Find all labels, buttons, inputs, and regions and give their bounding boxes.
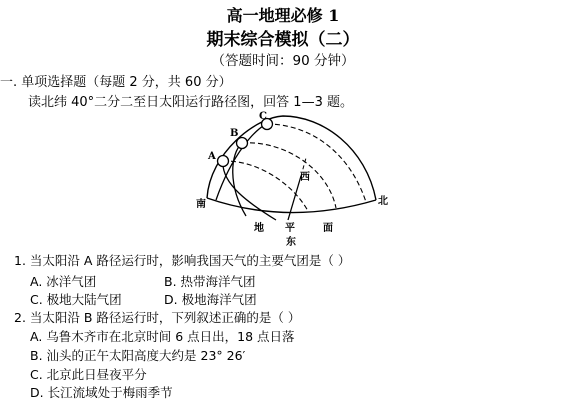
label-north: 北 <box>378 196 388 207</box>
question-1-option-c[interactable]: C. 极地大陆气团 <box>30 292 122 307</box>
sun-path-c-back <box>267 124 366 202</box>
label-b: B <box>230 128 239 139</box>
label-ground-2: 平 <box>285 223 295 234</box>
section-heading: 一. 单项选择题（每题 2 分，共 60 分） <box>0 75 232 90</box>
sun-path-a-back <box>223 161 308 211</box>
question-2-option-d[interactable]: D. 长江流域处于梅雨季节 <box>30 385 173 400</box>
question-2-option-a[interactable]: A. 乌鲁木齐市在北京时间 6 点日出，18 点日落 <box>30 329 295 344</box>
exam-subtitle: 期末综合模拟（二） <box>206 30 360 50</box>
label-ground-1: 地 <box>254 223 264 234</box>
question-1-stem: 1. 当太阳沿 A 路径运行时，影响我国天气的主要气团是（ ） <box>14 253 351 268</box>
label-south: 南 <box>196 199 206 210</box>
question-2-option-b[interactable]: B. 汕头的正午太阳高度大约是 23° 26′ <box>30 348 246 363</box>
question-1-option-d[interactable]: D. 极地海洋气团 <box>164 292 257 307</box>
label-east: 东 <box>286 237 296 248</box>
sun-path-b <box>233 143 246 216</box>
sun-marker-a <box>218 156 229 167</box>
label-ground-3: 面 <box>323 223 333 234</box>
exam-title: 高一地理必修 1 <box>226 6 340 25</box>
label-c: C <box>259 111 267 122</box>
question-intro: 读北纬 40°二分二至日太阳运行路径图，回答 1—3 题。 <box>28 95 353 110</box>
sun-path-diagram <box>188 108 408 248</box>
question-1-option-b[interactable]: B. 热带海洋气团 <box>164 274 256 289</box>
question-1-option-a[interactable]: A. 冰洋气团 <box>30 274 97 289</box>
sun-marker-b <box>237 138 248 149</box>
sun-path-b-back <box>242 143 336 208</box>
label-a: A <box>208 151 216 162</box>
question-2-option-c[interactable]: C. 北京此日昼夜平分 <box>30 367 147 382</box>
label-west: 西 <box>300 172 310 183</box>
question-2-stem: 2. 当太阳沿 B 路径运行时，下列叙述正确的是（ ） <box>14 310 301 325</box>
exam-time: （答题时间：90 分钟） <box>211 53 355 69</box>
